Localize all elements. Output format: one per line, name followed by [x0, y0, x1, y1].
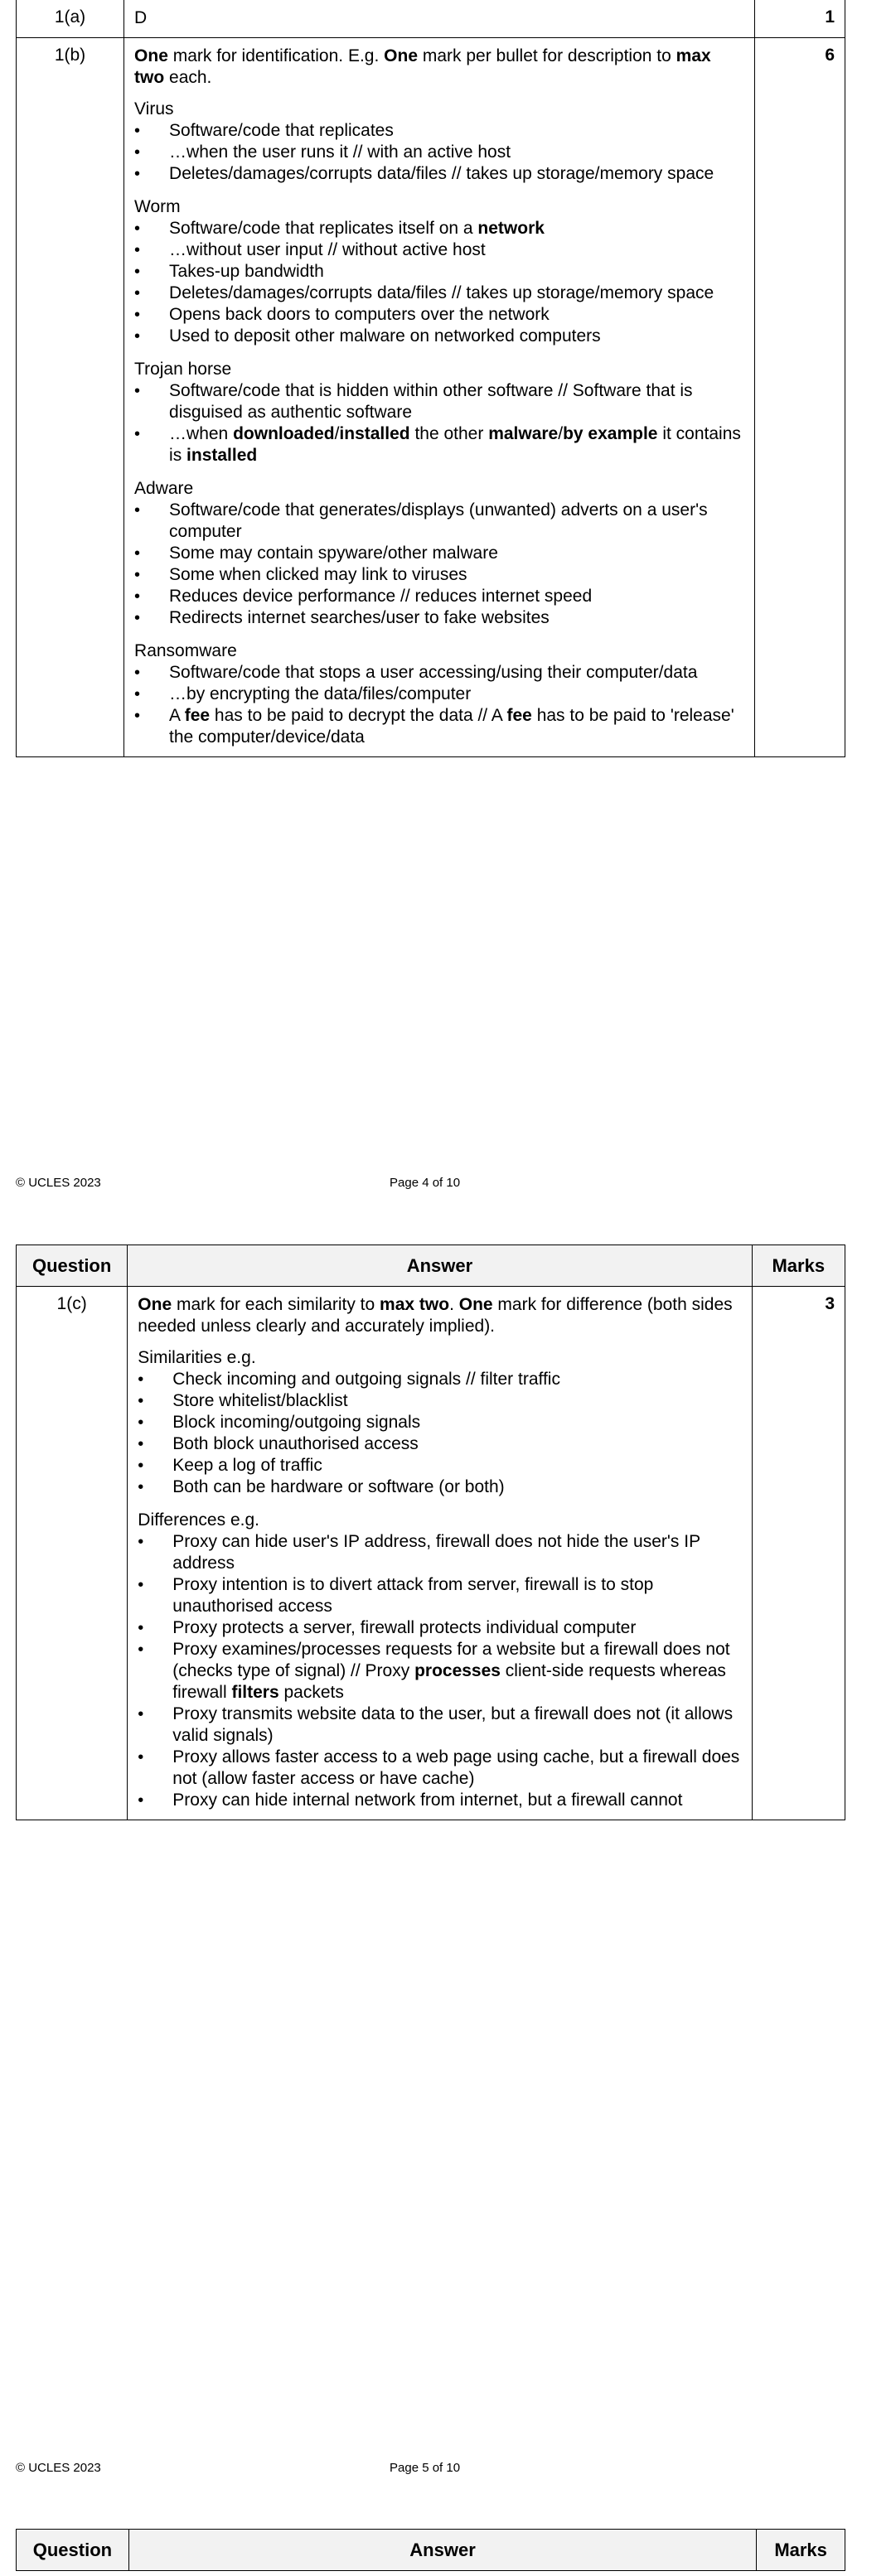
- answer-cell: D: [124, 0, 755, 38]
- answer-column-header: Answer: [128, 1245, 752, 1287]
- answer-cell: One mark for identification. E.g. One mark per bullet for description to max two each. Virus • Software/code that replicates • …when the user runs it // with an active host • Deletes/damages/corrupts data/files // takes up storage/memory space Worm • Software/code that replicates itself on a network • …without user input // without active host • Takes-up bandwidth • Deletes/damages/corrupts data/files // takes up storage/memory space • Opens back doors to computers over the network • Used to deposit other malware on networked computers Trojan horse • Software/code that is hidden within other software // Software that is disguised as authentic software • …when downloaded/installed the other malware/by example it contains is installed Adware • Software/code that generates/displays (unwanted) adverts on a user's computer • Some may contain spyware/other malware • Some when clicked may link to viruses • Reduces device performance // reduces internet speed • Redirects internet searches/user to fake websites Ransomware • Software/code that stops a user accessing/using their computer/data • …by encrypting the data/files/computer • A fee has to be paid to decrypt the data // A fee has to be paid to 'release' the computer/device/data: [124, 38, 755, 757]
- question-cell: 1(c): [17, 1287, 128, 1820]
- footer-page-number: Page 4 of 10: [390, 1176, 461, 1190]
- table-row: [17, 1287, 845, 1820]
- footer-copyright: © UCLES 2023: [16, 1176, 101, 1190]
- footer-copyright: © UCLES 2023: [16, 2461, 101, 2475]
- table-header-row: [17, 2530, 845, 2571]
- mark-scheme-table-page-4: [16, 0, 845, 757]
- table-row: [17, 0, 845, 38]
- mark-scheme-table-page-6: [16, 2529, 845, 2571]
- marks-cell: 1: [754, 0, 845, 38]
- table-header-row: [17, 1245, 845, 1287]
- footer-page-number: Page 5 of 10: [390, 2461, 461, 2475]
- marks-column-header: Marks: [752, 1245, 845, 1287]
- table-row: [17, 38, 845, 757]
- answer-cell: One mark for each similarity to max two. One mark for difference (both sides needed unless clearly and accurately implied). Similarities e.g. • Check incoming and outgoing signals // filter traffic • Store whitelist/blacklist • Block incoming/outgoing signals • Both block unauthorised access • Keep a log of traffic • Both can be hardware or software (or both) Differences e.g. • Proxy can hide user's IP address, firewall does not hide the user's IP address • Proxy intention is to divert attack from server, firewall is to stop unauthorised access • Proxy protects a server, firewall protects individual computer • Proxy examines/processes requests for a website but a firewall does not (checks type of signal) // Proxy processes client-side requests whereas firewall filters packets • Proxy transmits website data to the user, but a firewall does not (it allows valid signals) • Proxy allows faster access to a web page using cache, but a firewall does not (allow faster access or have cache) • Proxy can hide internal network from internet, but a firewall cannot: [128, 1287, 752, 1820]
- question-cell: 1(a): [17, 0, 124, 38]
- marks-cell: 6: [754, 38, 845, 757]
- marks-cell: 3: [752, 1287, 845, 1820]
- answer-column-header: Answer: [128, 2530, 756, 2571]
- question-column-header: Question: [17, 1245, 128, 1287]
- question-cell: 1(b): [17, 38, 124, 757]
- marks-column-header: Marks: [757, 2530, 845, 2571]
- mark-scheme-table-page-5: [16, 1245, 845, 1820]
- question-column-header: Question: [17, 2530, 129, 2571]
